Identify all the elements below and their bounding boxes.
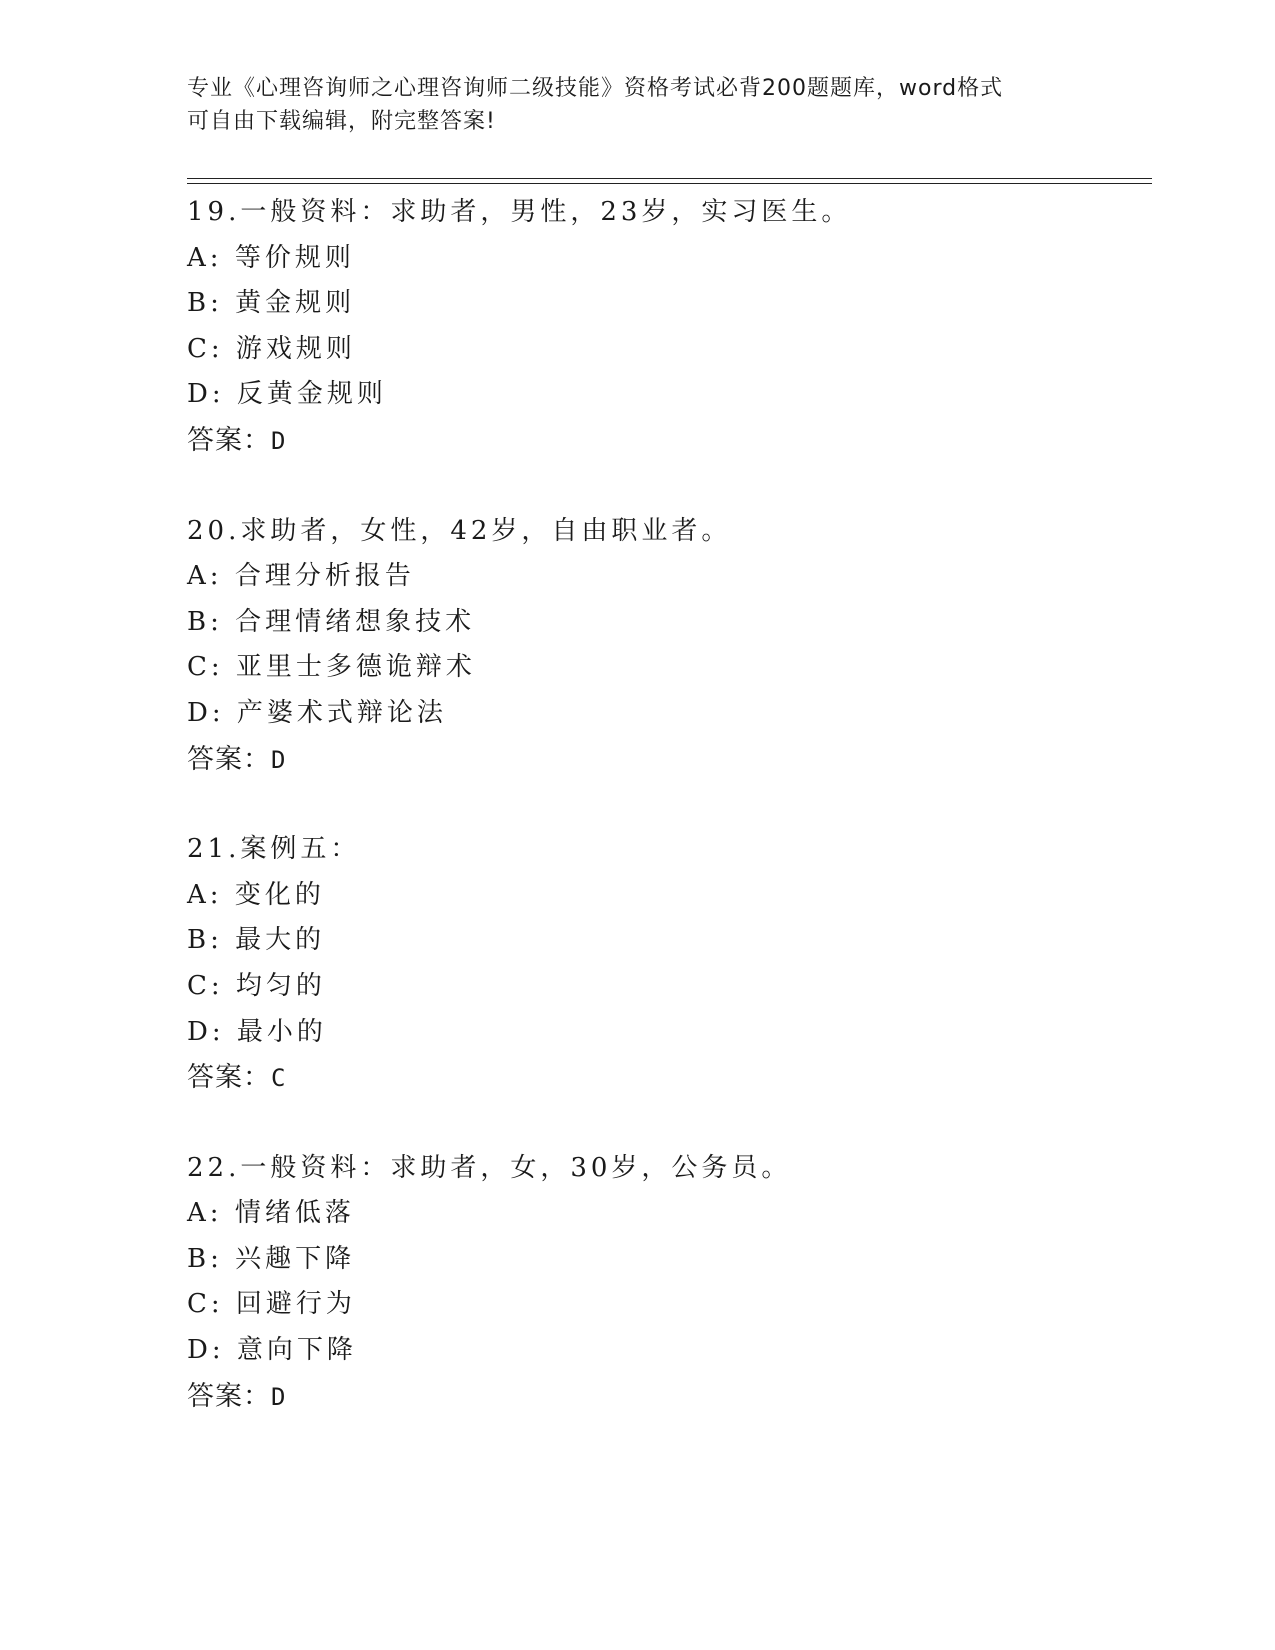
answer-label: 答案： — [187, 1380, 271, 1412]
option-c — [187, 645, 1147, 691]
question-stem: 21.案例五： — [187, 834, 361, 865]
question-stem: 20.求助者，女性，42岁，自由职业者。 — [187, 515, 732, 546]
option-text: 最大的 — [235, 925, 326, 956]
option-text: 兴趣下降 — [235, 1243, 356, 1274]
answer-line — [187, 1055, 1147, 1101]
header-divider-bottom — [187, 183, 1152, 184]
option-b — [187, 281, 1147, 327]
option-letter: C: — [187, 970, 224, 1001]
option-letter: B: — [187, 1243, 223, 1274]
option-c — [187, 964, 1147, 1010]
option-text: 产婆术式辩论法 — [236, 697, 447, 728]
option-letter: A: — [187, 1198, 223, 1229]
question-20 — [187, 509, 1147, 783]
option-b — [187, 918, 1147, 964]
answer-label: 答案： — [187, 1062, 271, 1094]
option-text: 亚里士多德诡辩术 — [235, 652, 476, 683]
option-b — [187, 600, 1147, 646]
option-text: 意向下降 — [236, 1335, 357, 1366]
option-a — [187, 236, 1147, 282]
option-text: 合理情绪想象技术 — [235, 606, 476, 637]
option-b — [187, 1237, 1147, 1283]
question-22 — [187, 1146, 1147, 1420]
option-letter: B: — [187, 288, 223, 319]
option-letter: D: — [187, 1016, 225, 1047]
option-text: 合理分析报告 — [234, 561, 415, 592]
option-c — [187, 327, 1147, 373]
answer-label: 答案： — [187, 424, 271, 456]
option-text: 情绪低落 — [234, 1198, 355, 1229]
option-text: 均匀的 — [235, 970, 326, 1001]
question-list — [187, 190, 1147, 1464]
option-letter: C: — [187, 1289, 224, 1320]
question-19 — [187, 190, 1147, 464]
header-title-line-1: 专业《心理咨询师之心理咨询师二级技能》资格考试必背200题题库，word格式 — [187, 76, 1004, 101]
document-header — [187, 72, 1067, 138]
header-title-line-2: 可自由下载编辑，附完整答案! — [187, 109, 496, 134]
option-c — [187, 1282, 1147, 1328]
option-a — [187, 873, 1147, 919]
answer-line — [187, 737, 1147, 783]
answer-label: 答案： — [187, 743, 271, 775]
option-letter: D: — [187, 379, 225, 410]
option-d — [187, 372, 1147, 418]
option-letter: D: — [187, 1335, 225, 1366]
question-stem: 22.一般资料：求助者，女，30岁，公务员。 — [187, 1152, 792, 1183]
option-letter: A: — [187, 879, 223, 910]
answer-line — [187, 1374, 1147, 1420]
question-stem: 19.一般资料：求助者，男性，23岁，实习医生。 — [187, 197, 852, 227]
option-letter: B: — [187, 925, 223, 956]
option-text: 回避行为 — [235, 1289, 356, 1320]
answer-value: C — [271, 1064, 287, 1093]
option-text: 反黄金规则 — [236, 379, 387, 410]
question-21 — [187, 827, 1147, 1101]
option-d — [187, 1010, 1147, 1056]
option-a — [187, 554, 1147, 600]
option-d — [187, 691, 1147, 737]
option-text: 变化的 — [234, 879, 325, 910]
option-d — [187, 1328, 1147, 1374]
option-letter: D: — [187, 697, 225, 728]
answer-line — [187, 418, 1147, 464]
option-letter: A: — [187, 561, 223, 592]
header-divider-top — [187, 178, 1152, 179]
answer-value: D — [271, 426, 287, 455]
option-letter: C: — [187, 333, 224, 364]
option-letter: B: — [187, 606, 223, 637]
option-text: 黄金规则 — [235, 288, 356, 319]
option-a — [187, 1191, 1147, 1237]
option-letter: C: — [187, 652, 224, 683]
option-text: 等价规则 — [234, 242, 355, 273]
answer-value: D — [271, 745, 287, 774]
option-letter: A: — [187, 242, 223, 273]
option-text: 游戏规则 — [235, 333, 356, 364]
answer-value: D — [271, 1382, 287, 1411]
option-text: 最小的 — [236, 1016, 327, 1047]
